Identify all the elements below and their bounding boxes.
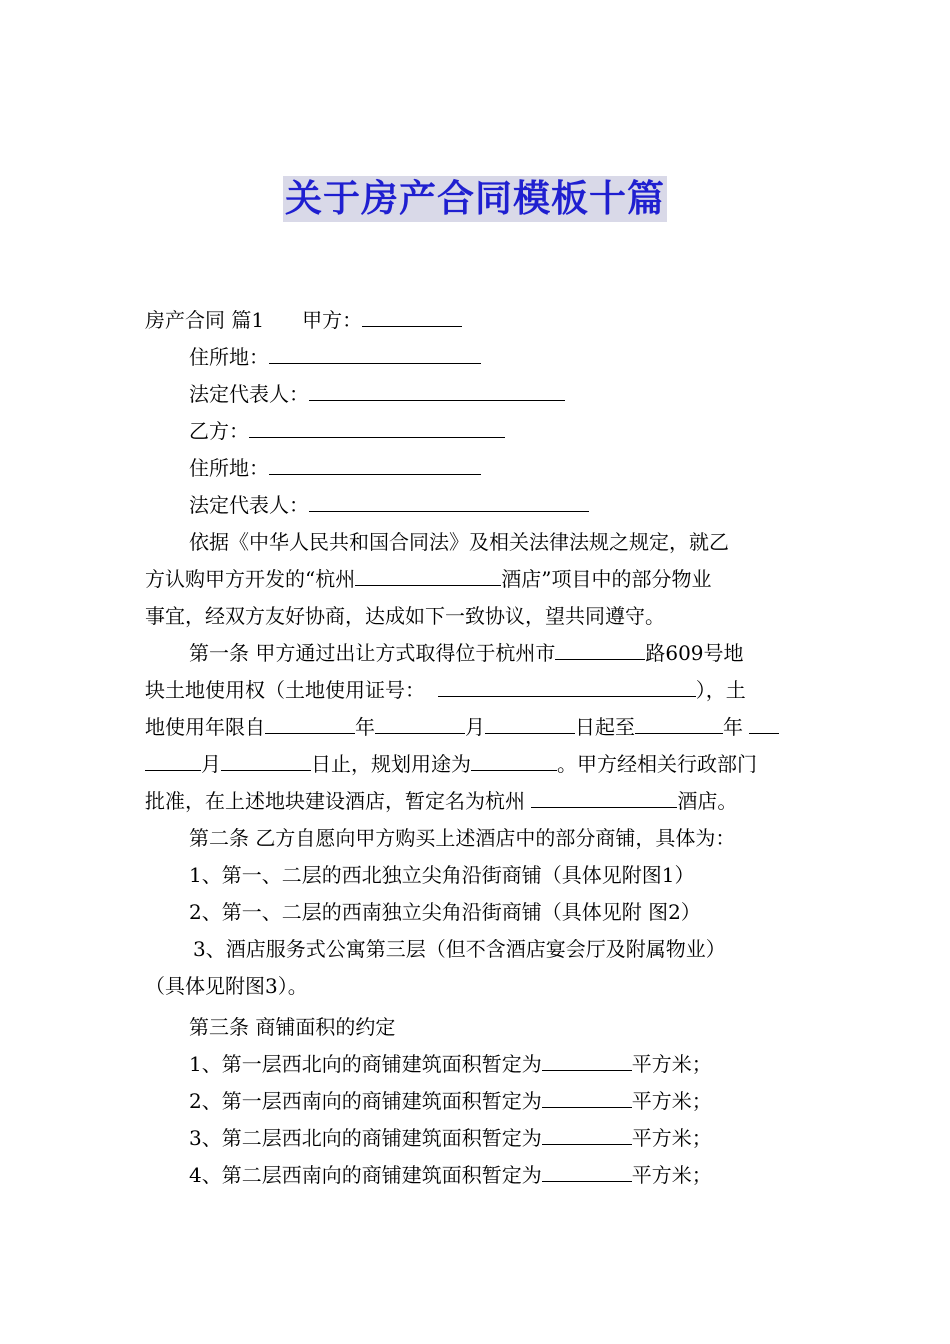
addr-label: 住所地： xyxy=(189,345,269,369)
para-text: 路609号地 xyxy=(645,641,744,665)
addr-blank xyxy=(269,450,481,475)
para-text: 批准，在上述地块建设酒店，暂定名为杭州 xyxy=(145,789,525,813)
para-text: 依据《中华人民共和国合同法》及相关法律法规之规定，就乙 xyxy=(189,530,729,554)
art3-item-2 xyxy=(145,1083,810,1120)
para-text: 方认购甲方开发的“杭州 xyxy=(145,567,356,591)
title-wrap xyxy=(0,176,950,222)
para-text: 第二条 乙方自愿向甲方购买上述酒店中的部分商铺，具体为： xyxy=(189,826,736,850)
art3-item-3 xyxy=(145,1120,810,1157)
unit-text: 平方米； xyxy=(631,1089,712,1113)
para-text: 月 xyxy=(465,715,485,739)
party-b-blank xyxy=(249,413,505,438)
art2-item-3-cont xyxy=(145,968,810,1005)
list-item: （具体见附图3）。 xyxy=(145,974,308,998)
party-a-label: 甲方： xyxy=(302,308,363,332)
list-item: 4、第二层西南向的商铺建筑面积暂定为 xyxy=(189,1163,542,1187)
cert-no-blank xyxy=(438,672,696,697)
unit-text: 平方米； xyxy=(631,1163,712,1187)
party-b-label: 乙方： xyxy=(189,419,249,443)
para-text: 。甲方经相关行政部门 xyxy=(557,752,757,776)
addr-label: 住所地： xyxy=(189,456,269,480)
para1-line1 xyxy=(145,524,810,561)
art2-item-3 xyxy=(145,931,810,968)
art2-heading xyxy=(145,820,810,857)
list-item: 3、酒店服务式公寓第三层（但不含酒店宴会厅及附属物业） xyxy=(193,937,726,961)
year-blank xyxy=(635,709,723,734)
art3-heading xyxy=(145,1009,810,1046)
art2-item-2 xyxy=(145,894,810,931)
para-text: 年 xyxy=(355,715,375,739)
para1-line3 xyxy=(145,598,810,635)
para-text: 日起至 xyxy=(575,715,635,739)
section-heading: 房产合同 篇1 xyxy=(145,308,265,332)
para-text: 事宜，经双方友好协商，达成如下一致协议，望共同遵守。 xyxy=(145,604,665,628)
para-text: 日止，规划用途为 xyxy=(311,752,471,776)
list-item: 3、第二层西北向的商铺建筑面积暂定为 xyxy=(189,1126,542,1150)
para-text: 月 xyxy=(201,752,221,776)
art3-item-1 xyxy=(145,1046,810,1083)
para-text: 酒店”项目中的部分物业 xyxy=(501,567,712,591)
unit-text: 平方米； xyxy=(631,1052,712,1076)
list-item: 1、第一层西北向的商铺建筑面积暂定为 xyxy=(189,1052,542,1076)
rep-blank xyxy=(309,487,589,512)
hotel-name-blank xyxy=(531,783,677,808)
use-blank xyxy=(471,746,557,771)
para-text: 第三条 商铺面积的约定 xyxy=(189,1015,396,1039)
rep-label: 法定代表人： xyxy=(189,493,309,517)
art1-line5 xyxy=(145,783,810,820)
art1-line2 xyxy=(145,672,810,709)
road-blank xyxy=(555,635,645,660)
line-addr-2 xyxy=(145,450,810,487)
para-text: 块土地使用权（土地使用证号： xyxy=(145,678,425,702)
para-text: 第一条 甲方通过出让方式取得位于杭州市 xyxy=(189,641,556,665)
art1-line1 xyxy=(145,635,810,672)
line-addr-1 xyxy=(145,339,810,376)
para-text: 年 xyxy=(723,715,743,739)
list-item: 2、第一、二层的西南独立尖角沿街商铺（具体见附 图2） xyxy=(189,900,701,924)
day-blank xyxy=(485,709,575,734)
line-party-b xyxy=(145,413,810,450)
day-blank xyxy=(221,746,311,771)
addr-blank xyxy=(269,339,481,364)
area-blank xyxy=(542,1046,632,1071)
area-blank xyxy=(542,1120,632,1145)
list-item: 1、第一、二层的西北独立尖角沿街商铺（具体见附图1） xyxy=(189,863,695,887)
doc-title: 关于房产合同模板十篇 xyxy=(285,177,665,220)
month-blank xyxy=(375,709,465,734)
para-text: ），土 xyxy=(695,678,746,702)
rep-label: 法定代表人： xyxy=(189,382,309,406)
art3-item-4 xyxy=(145,1157,810,1194)
doc-body xyxy=(145,302,810,1194)
para-text: 地使用年限自 xyxy=(145,715,265,739)
line-rep-1 xyxy=(145,376,810,413)
party-a-blank xyxy=(362,302,462,327)
area-blank xyxy=(542,1083,632,1108)
year-blank xyxy=(749,709,779,734)
month-blank xyxy=(145,746,201,771)
art1-line4 xyxy=(145,746,810,783)
art2-item-1 xyxy=(145,857,810,894)
unit-text: 平方米； xyxy=(631,1126,712,1150)
art1-line3 xyxy=(145,709,810,746)
rep-blank xyxy=(309,376,565,401)
line-party-a xyxy=(145,302,810,339)
para-text: 酒店。 xyxy=(677,789,738,813)
area-blank xyxy=(542,1157,632,1182)
hotel-name-blank xyxy=(355,561,501,586)
list-item: 2、第一层西南向的商铺建筑面积暂定为 xyxy=(189,1089,542,1113)
line-rep-2 xyxy=(145,487,810,524)
para1-line2 xyxy=(145,561,810,598)
year-blank xyxy=(265,709,355,734)
